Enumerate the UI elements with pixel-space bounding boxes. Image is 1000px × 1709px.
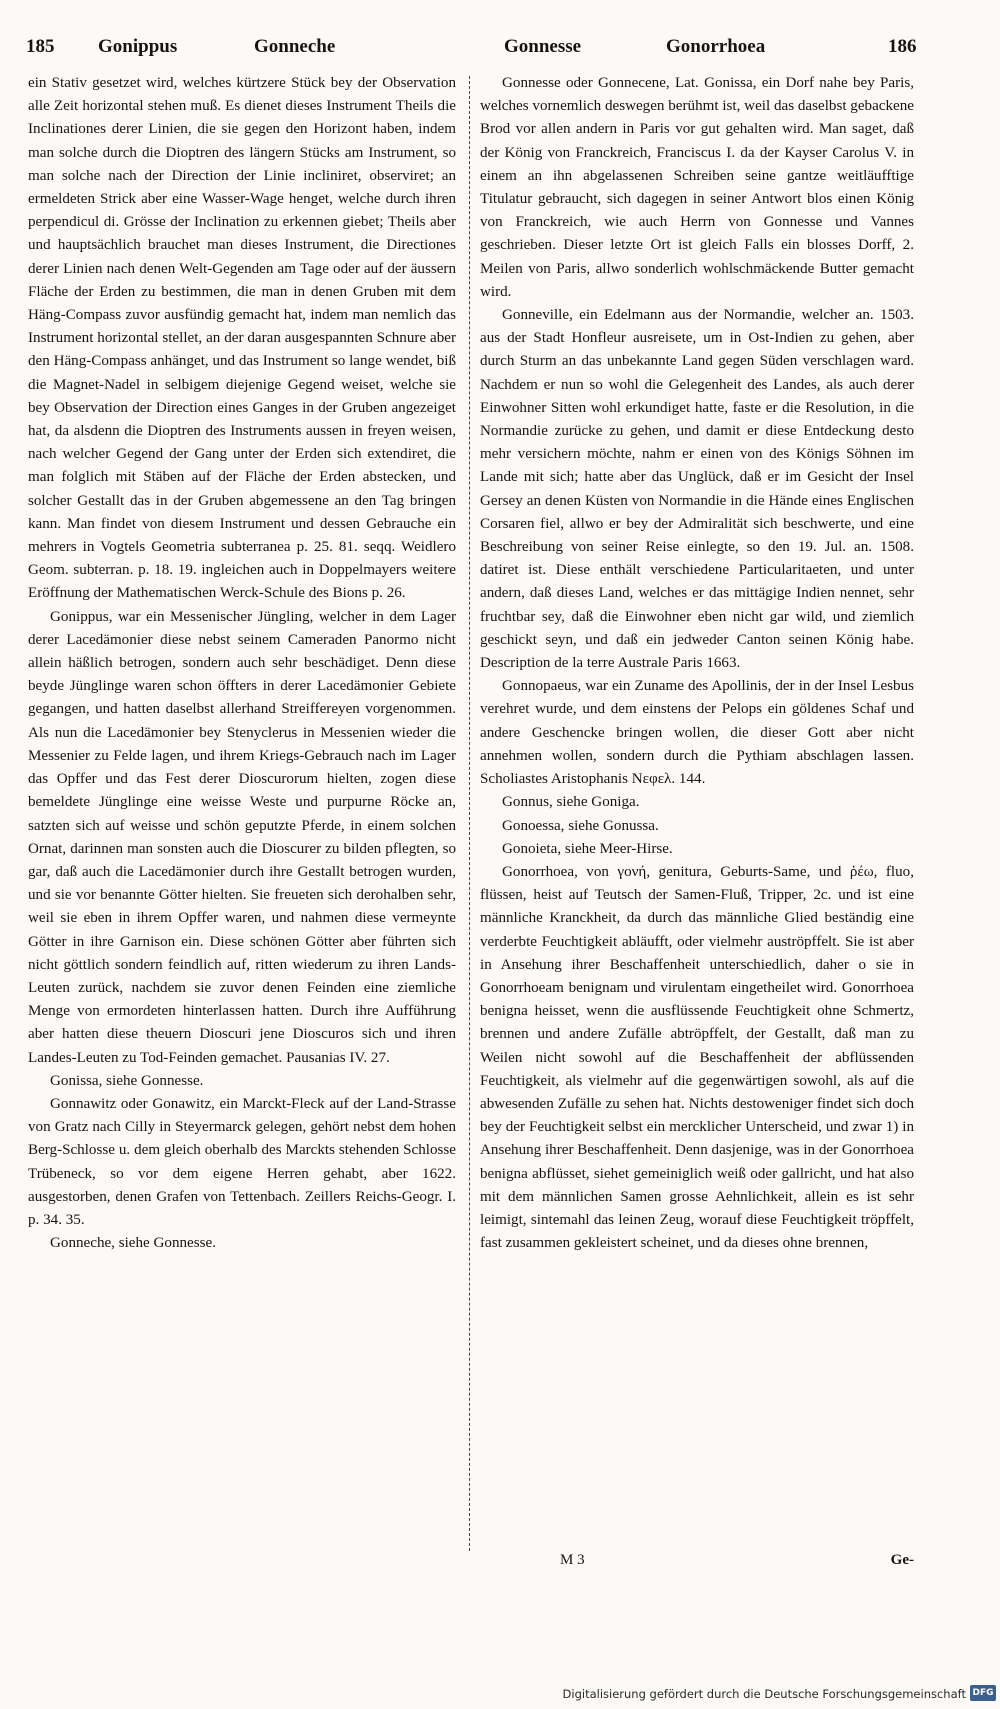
page-foot-custos	[480, 1552, 914, 1576]
page-number-right: 186	[888, 36, 917, 57]
entry-gonissa: Gonissa, siehe Gonnesse.	[50, 1072, 204, 1089]
catchword-right-2: Gonorrhoea	[666, 36, 766, 57]
right-column	[480, 72, 914, 1255]
entry-gonnawitz: Gonnawitz oder Gonawitz, ein Marckt-Fleck auf der Land-Strasse von Gratz nach Cilly in Steyermarck gelegen, gehört nebst dem hohen Berg-Schlosse u. dem gleich oberhalb des Marckts stehenden Schlosse Trübeneck, so vor dem eigene Herren gehabt, aber 1622. ausgestorben, denen Grafen von Tettenbach. Zeillers Reichs-Geogr. I. p. 34. 35.	[28, 1095, 456, 1228]
entry-gonorrhoea: Gonorrhoea, von γονή, genitura, Geburts-Same, und ῥέω, fluo, flüssen, heist auf Teutsch der Samen-Fluß, Tripper, 2c. und ist eine männliche Kranckheit, da durch das männliche Glied beständig eine verderbte Feuchtigkeit abläufft, oder vielmehr auströpffelt. Sie ist aber in Ansehung ihrer Beschaffenheit unterschiedlich, daher o sie in Gonorrhoeam benignam und virulentam eingetheilet wird. Gonorrhoea benigna heisset, wenn die ausflüssende Feuchtigkeit ohne Schmertz, brennen und andere Zufälle abtröpffelt, der Gestallt, daß man zu Weilen nicht sowohl auf die Beschaffenheit der abflüssenden Feuchtigkeit, als vielmehr auf die gegenwärtigen sowohl, als auf die abwesenden Zufälle zu sehen hat. Nichts destoweniger findet sich doch bey der Feuchtigkeit selbst ein mercklicher Unterscheid, und zwar 1) in Ansehung ihrer Beschaffenheit. Denn dasjenige, was in der Gonorrhoea benigna abflüsset, siehet gemeiniglich weiß oder gallricht, und hat also mit dem männlichen Samen grosse Aehnlichkeit, allein es ist sehr leimigt, sintemahl das leinen Zeug, worauf diese Feuchtigkeit tröpffelt, fast zusammen gekleistert scheinet, und da dieses ohne brennen,	[480, 863, 914, 1252]
entry-gonnopaeus: Gonnopaeus, war ein Zuname des Apollinis, der in der Insel Lesbus verehret wurde, und dem einstens der Pelops ein göldenes Schaf und andere Geschencke bringen wollen, die dieser Gott aber nicht annehmen wollen, sondern durch die Pythiam abschlagen lassen. Scholiastes Aristophanis Νεφελ. 144.	[480, 678, 914, 788]
entry-gonnus: Gonnus, siehe Goniga.	[502, 794, 640, 811]
signature-mark: M 3	[560, 1552, 585, 1568]
entry-gonippus: Gonippus, war ein Messenischer Jüngling, welcher in dem Lager derer Lacedämonier diese nebst seinem Cameraden Panormo nicht allein häßlich betrogen, sondern auch sehr beschädiget. Denn diese beyde Jünglinge waren schon öffters in derer Lacedämonier Gebiete gegangen, und hatten daselbst allerhand Streiffereyen vorgenommen. Als nun die Lacedämonier bey Stenyclerus in Messenien wieder die Messenier zu Felde lagen, und ihrem Kriegs-Gebrauch nach im Lager das Opffer und das Fest derer Dioscurorum hielten, zogen diese bemeldete Jünglinge eine weisse Weste und purpurne Röcke an, satzten sich auf weisse und schön geputzte Pferde, in einem solchen Ornat, darinnen man sonsten auch die Dioscurer zu bilden pflegten, so gar, daß auch die Lacedämonier durch ihre Gestallt betrogen wurden, und sie vor benannte Götter hielten. Sie freueten sich derohalben sehr, weil sie eben in ihrem Opffer waren, und nahmen diese vermeynte Götter in ihre Garnison ein. Diese schönen Götter aber führten sich nicht göttlich sondern feindlich auf, ritten wiederum zu ihren Lands-Leuten zurück, nachdem sie zuvor denen Feinden eine ziemliche Menge von ermordeten hinterlassen hatten. Durch ihre Aufführung aber hatten diese theuern Dioscuri jene Dioscuros sich und ihren Landes-Leuten zu Tod-Feinden gemachet. Pausanias IV. 27.	[28, 608, 456, 1066]
catchword-next-page: Ge-	[890, 1552, 914, 1568]
running-header	[26, 30, 930, 64]
catchword-left-1: Gonippus	[98, 36, 178, 57]
funding-credit: Digitalisierung gefördert durch die Deutsche Forschungsgemeinschaft	[562, 1687, 966, 1701]
column-divider	[469, 76, 470, 1551]
paragraph-stativ: ein Stativ gesetzet wird, welches kürtzere Stück bey der Observation alle Zeit horizontal stehen muß. Es dienet dieses Instrument Theils die Inclinationes derer Linien, die sie gegen den Horizont haben, indem man solche durch die Dioptren des längern Stücks am Instrument, so man solche nach der Direction der Linie incliniret, observiret; an ermeldeten Strick aber eine Wasser-Wage henget, welche durch ihren perpendicul di. Grösse der Inclination zu erkennen giebet; Theils aber und hauptsächlich brauchet man dieses Instrument, die Directiones derer Linien nach denen Welt-Gegenden am Tage oder auf der äussern Fläche der Erden zu bestimmen, die man in denen Gruben mit dem Häng-Compass zuvor ausfündig gemacht hat, indem man nemlich das Instrument horizontal stellet, an der daran ausgespannten Schnure aber den Häng-Compass anhänget, und das Instrument so lange wendet, biß die Magnet-Nadel in selbigem diejenige Gegend weiset, welche sie bey Observation der Direction eines Ganges in der Gruben angezeiget hat, da alsdenn die Dioptren des Instruments aussen in freyen weisen, nach welcher Gegend der Gang unter der Erden sich extendiret, die man folglich mit Stäben auf der Fläche der Erden abstecken, und solcher Gestallt das in der Gruben abgemessene an den Tag bringen kann. Man findet von diesem Instrument und dessen Gebrauche ein mehrers in Vogtels Geometria subterranea p. 25. 81. seqq. Weidlero Geom. subterran. p. 18. 19. ingleichen auch in Doppelmayers weitere Eröffnung der Mathematischen Werck-Schule des Bions p. 26.	[28, 75, 456, 602]
entry-gonoessa: Gonoessa, siehe Gonussa.	[502, 817, 659, 834]
digitization-footer	[0, 1684, 1000, 1704]
left-column	[28, 72, 456, 1255]
catchword-right-1: Gonnesse	[504, 36, 582, 57]
catchword-left-2: Gonneche	[254, 36, 336, 57]
page-number-left: 185	[26, 36, 55, 57]
entry-gonoieta: Gonoieta, siehe Meer-Hirse.	[502, 840, 673, 857]
dfg-logo-badge: DFG	[970, 1685, 996, 1701]
entry-gonnesse: Gonnesse oder Gonnecene, Lat. Gonissa, ein Dorf nahe bey Paris, welches vornemlich deswegen berühmt ist, weil das daselbst gebackene Brod vor allen andern in Paris vor gut gehalten wird. Man saget, daß der König von Franckreich, Franciscus I. da der Kayser Carolus V. in einem an ihn abgelassenen Schreiben seine gantze weitläufftige Titulatur gebraucht, sich dagegen in seiner Antwort blos einen König von Franckreich, wie auch Herrn von Gonnesse und Vannes geschrieben. Dieser letzte Ort ist gleich Falls ein blosses Dorff, 2. Meilen von Paris, allwo sonderlich wohlschmäckende Butter gemacht wird.	[480, 75, 914, 300]
entry-gonneville: Gonneville, ein Edelmann aus der Normandie, welcher an. 1503. aus der Stadt Honfleur ausreisete, um in Ost-Indien zu gehen, aber durch Sturm an das unbekannte Land gegen Süden verschlagen ward. Nachdem er nun so wohl die Gelegenheit des Landes, als auch derer Einwohner Sitten wohl erkundiget hatte, faste er die Resolution, in die Normandie zurücke zu gehen, und damit er diese Entdeckung desto mehr versichern möchte, nahm er einen von des Königs Söhnen im Lande mit sich; hatte aber das Unglück, daß er im Gesicht der Insel Gersey an denen Küsten von Normandie in die Hände eines Englischen Corsaren fiel, allwo er bey der Admiralität sich beschwerte, und eine Beschreibung von seiner Reise einlegte, so den 19. Jul. an. 1508. datiret ist. Diese enthält verschiedene Particularitaeten, und unter andern, daß dieses Land, welches er das mittägige Indien nennet, sehr fruchtbar sey, daß die Einwohner eben nicht gar wild, und ziemlich geschickt seyn, und daß ein jedweder Canton seinen König habe. Description de la terre Australe Paris 1663.	[480, 307, 914, 672]
entry-gonneche: Gonneche, siehe Gonnesse.	[50, 1235, 216, 1252]
